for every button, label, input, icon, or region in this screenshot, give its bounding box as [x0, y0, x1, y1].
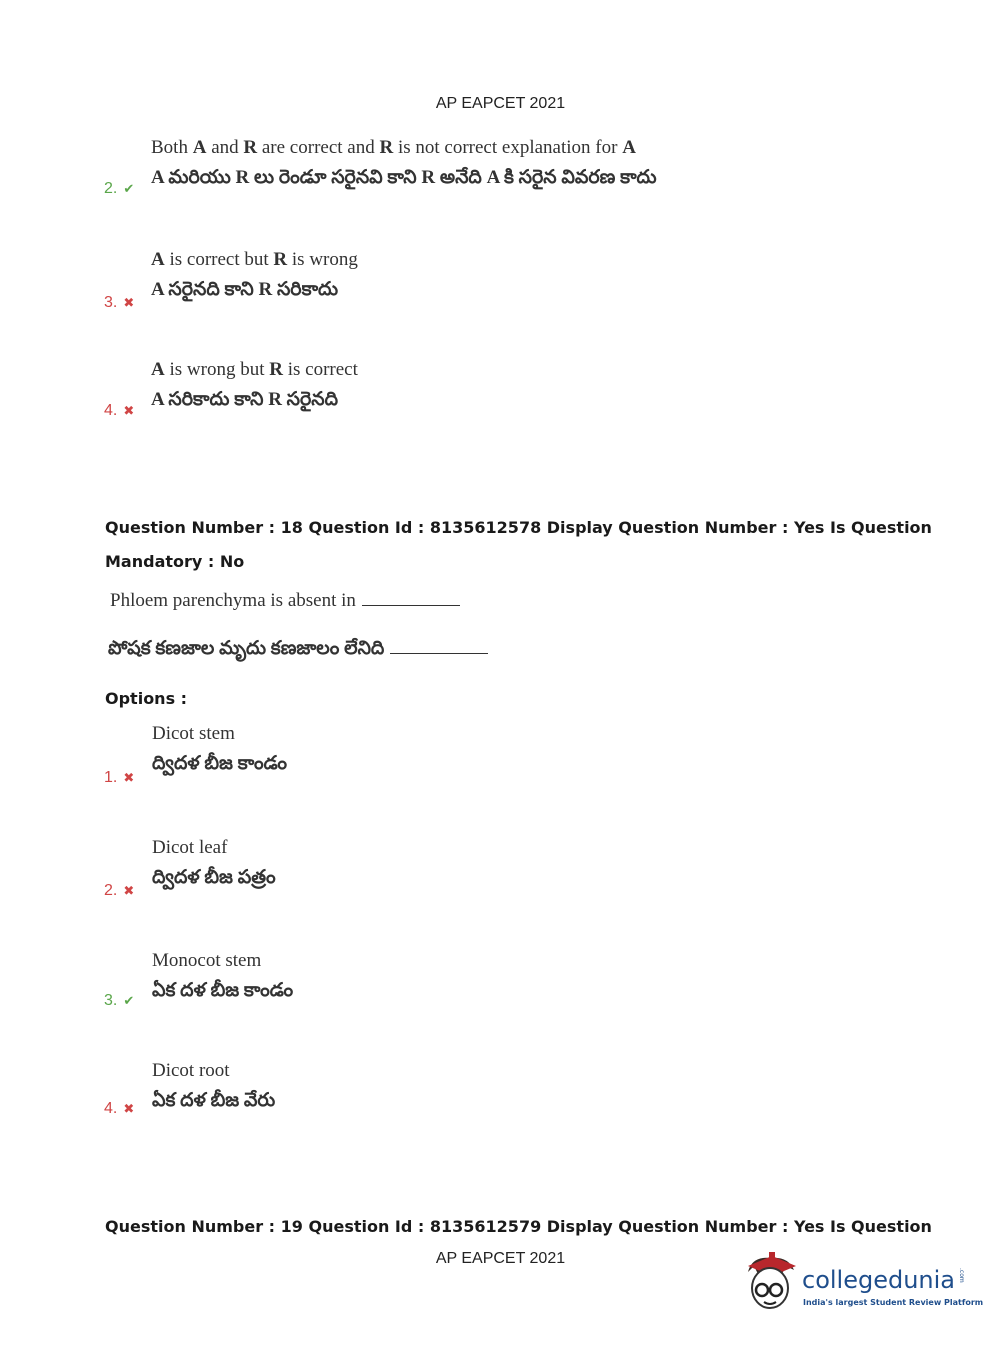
option-number-label: 2.: [104, 180, 118, 197]
option-number-label: 4.: [104, 1100, 118, 1117]
page-footer: AP EAPCET 2021: [435, 1250, 566, 1267]
option-number-label: 3.: [104, 992, 118, 1009]
q17-option-2-telugu: A మరియు R లు రెండూ సరైనవి కాని R అనేది A కి సరైన వివరణ కాదు: [151, 167, 657, 188]
text-part: R: [273, 249, 288, 270]
mascot-icon: [742, 1252, 798, 1314]
answer-blank: [390, 652, 488, 654]
wrong-cross-icon: ✖: [123, 884, 135, 899]
q17-option-2-english: [151, 137, 636, 159]
option-number: [104, 882, 134, 900]
text-part: is wrong but: [164, 359, 270, 380]
text-part: are correct and: [257, 137, 380, 158]
wrong-cross-icon: ✖: [123, 404, 135, 419]
text-part: A: [622, 137, 636, 158]
text-part: Both: [151, 137, 193, 158]
option-number-label: 1.: [104, 769, 118, 786]
option-english: Dicot leaf: [152, 837, 228, 858]
q17-option-4-english: [151, 359, 358, 381]
q18-text-telugu: [108, 638, 488, 664]
text-part: R: [269, 359, 283, 380]
option-telugu: ఏక దళ బీజ వేరు: [152, 1090, 276, 1111]
text-part: and: [206, 137, 244, 158]
option-number-label: 4.: [104, 402, 118, 419]
option-telugu: ద్విదళ బీజ పత్రం: [152, 867, 276, 888]
text-part: is wrong: [287, 249, 358, 270]
text-part: A: [151, 359, 165, 380]
collegedunia-logo: [742, 1252, 984, 1316]
q18-question-info: Question Number : 18 Question Id : 8135612578 Display Question Number : Yes Is Question: [105, 518, 932, 537]
option-number: [104, 992, 134, 1010]
option-number-label: 3.: [104, 294, 118, 311]
q18-mandatory-info: Mandatory : No: [105, 552, 245, 571]
option-telugu: ద్విదళ బీజ కాండం: [152, 753, 287, 774]
q17-option-4-telugu: A సరికాదు కాని R సరైనది: [151, 389, 339, 410]
text-part: A: [192, 137, 207, 158]
answer-blank: [362, 604, 460, 606]
wrong-cross-icon: ✖: [123, 1102, 135, 1117]
logo-suffix: .com: [958, 1268, 965, 1283]
text-part: is correct: [282, 359, 358, 380]
option-number: [104, 180, 134, 198]
text-part: A: [151, 249, 165, 270]
option-english: Dicot stem: [152, 723, 235, 744]
correct-check-icon: ✔: [123, 182, 135, 197]
text-part: is correct but: [164, 249, 274, 270]
option-number: [104, 769, 134, 787]
logo-tagline: India's largest Student Review Platform: [803, 1298, 984, 1307]
q17-option-3-telugu: A సరైనది కాని R సరికాదు: [151, 279, 339, 300]
question-text: పోషక కణజాల మృదు కణజాలం లేనిది: [108, 638, 385, 659]
question-text: Phloem parenchyma is absent in: [110, 590, 356, 611]
page-header: AP EAPCET 2021: [435, 95, 566, 112]
option-telugu: ఏక దళ బీజ కాండం: [152, 980, 294, 1001]
text-part: R: [243, 137, 258, 158]
wrong-cross-icon: ✖: [123, 296, 135, 311]
q19-question-info: Question Number : 19 Question Id : 8135612579 Display Question Number : Yes Is Question: [105, 1217, 932, 1236]
text-part: is not correct explanation for: [393, 137, 623, 158]
options-label: Options :: [105, 689, 188, 708]
correct-check-icon: ✔: [123, 994, 135, 1009]
text-part: R: [379, 137, 394, 158]
option-english: Dicot root: [152, 1060, 230, 1081]
option-number-label: 2.: [104, 882, 118, 899]
option-number: [104, 402, 134, 420]
option-english: Monocot stem: [152, 950, 262, 971]
option-number: [104, 1100, 134, 1118]
q18-text-english: [110, 590, 460, 612]
logo-name: collegedunia: [802, 1266, 956, 1294]
wrong-cross-icon: ✖: [123, 771, 135, 786]
option-number: [104, 294, 134, 312]
q17-option-3-english: [151, 249, 358, 271]
